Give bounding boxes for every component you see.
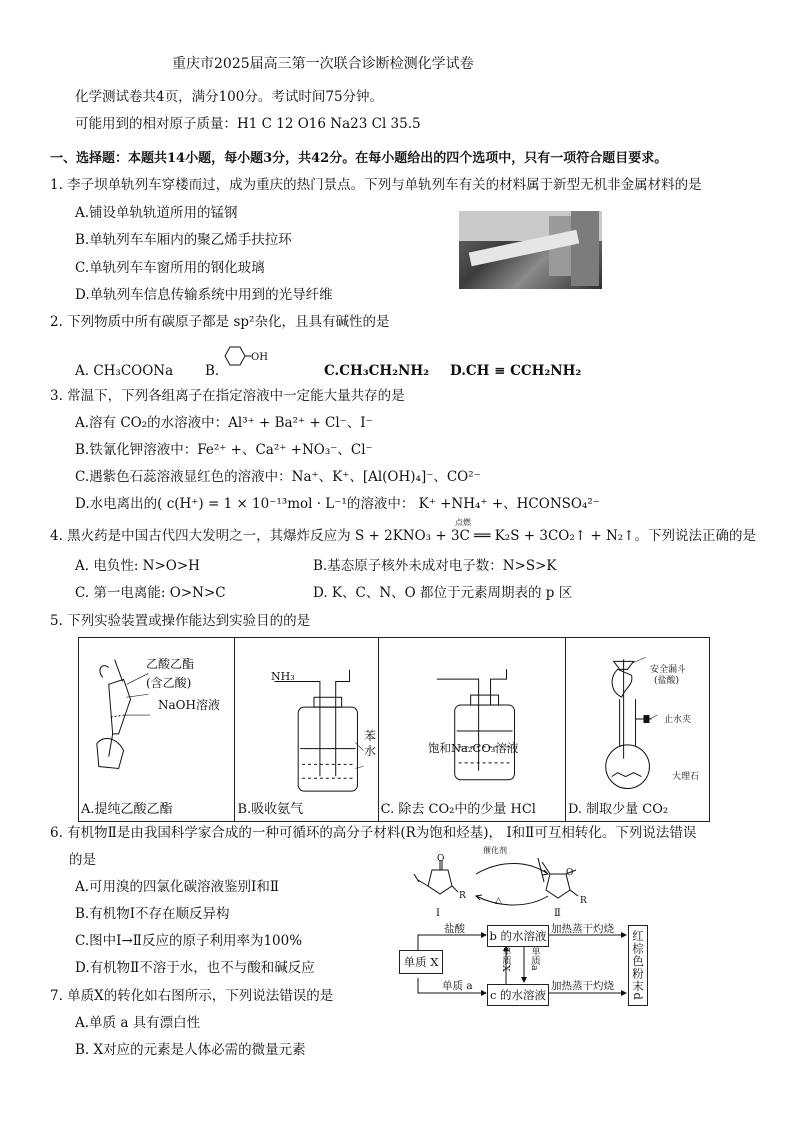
q5-b-label-1: NH₃ — [271, 670, 295, 683]
gas-bottle-benzene-figure — [235, 639, 377, 799]
q7-label-heat-1: 加热蒸干灼烧 — [551, 923, 614, 935]
q4-condition: 点燃 — [455, 518, 471, 527]
q6-stem-cont: 的是 — [69, 852, 96, 868]
q6-option-a: A.可用溴的四氯化碳溶液鉴别Ⅰ和Ⅱ — [75, 879, 280, 895]
q2-option-b: B. — [205, 363, 220, 379]
q5-b-label-2: 苯 — [364, 729, 377, 743]
q5-d-label-2: (盐酸) — [654, 676, 680, 686]
q4-stem: 4. 黑火药是中国古代四大发明之一，其爆炸反应为 S + 2KNO₃ + 3C ══ K₂S + 3CO₂↑ + N₂↑。下列说法正确的是 — [50, 528, 757, 544]
q7-label-single-a: 单质 a — [442, 980, 473, 992]
q1-stem: 1. 李子坝单轨列车穿楼而过，成为重庆的热门景点。下列与单轨列车有关的材料属于新型无机非金属材料的是 — [50, 177, 702, 193]
q6-heat-label: △ — [495, 896, 502, 906]
q3-option-c: C.遇紫色石蕊溶液显红色的溶液中：Na⁺、K⁺、[Al(OH)₄]⁻、CO²⁻ — [75, 469, 481, 485]
q7-option-b: B. X对应的元素是人体必需的微量元素 — [75, 1042, 306, 1058]
q7-label-hcl: 盐酸 — [444, 923, 465, 935]
q4-option-c: C. 第一电离能: O>N>C — [75, 585, 226, 601]
q5-a-label-1: 乙酸乙酯 — [146, 657, 195, 671]
q6-label-I: Ⅰ — [436, 908, 440, 919]
q5-cell-b — [235, 638, 378, 822]
q5-cell-d — [565, 638, 709, 822]
q5-a-label-2: (含乙酸) — [146, 676, 192, 690]
page-title: 重庆市2025届高三第一次联合诊断检测化学试卷 — [172, 56, 474, 72]
section-heading: 一、选择题：本题共14小题，每小题3分，共42分。在每小题给出的四个选项中，只有一项符合题目要求。 — [50, 151, 668, 166]
q7-box-x: 单质 X — [399, 950, 443, 974]
q5-cell-c — [378, 638, 565, 822]
q7-stem: 7. 单质X的转化如右图所示，下列说法错误的是 — [50, 988, 334, 1004]
q5-a-label-3: NaOH溶液 — [158, 698, 220, 712]
q4-option-d: D. K、C、N、O 都位于元素周期表的 p 区 — [313, 585, 573, 601]
q7-label-heat-2: 加热蒸干灼烧 — [551, 980, 614, 992]
q7-label-down: 单质a — [529, 946, 540, 971]
q2-option-a: A. CH₃COONa — [75, 363, 174, 379]
q6-catalyst-label: 催化剂 — [483, 846, 507, 855]
q6-stem: 6. 有机物Ⅱ是由我国科学家合成的一种可循环的高分子材料(R为饱和烃基)， Ⅰ和Ⅱ可互相转化。下列说法错误 — [50, 825, 697, 841]
q4-option-b: B.基态原子核外未成对电子数：N>S>K — [313, 558, 557, 574]
q3-option-a: A.溶有 CO₂的水溶液中：Al³⁺ + Ba²⁺ + Cl⁻、I⁻ — [75, 415, 373, 431]
q5-d-label-3: 止水夹 — [664, 715, 692, 725]
q6-fig-o-2: O — [566, 868, 574, 878]
q4-option-a: A. 电负性: N>O>H — [75, 558, 200, 574]
washing-bottle-figure — [379, 639, 565, 799]
q7-option-a: A.单质 a 具有漂白性 — [75, 1015, 201, 1031]
q5-caption-b: B.吸收氨气 — [237, 802, 304, 817]
q5-b-label-3: 水 — [364, 744, 377, 758]
monorail-photo — [459, 211, 602, 289]
q2-option-c: C.CH₃CH₂NH₂ — [324, 363, 430, 379]
q6-fig-r-2: R — [580, 896, 587, 906]
q1-option-b: B.单轨列车车厢内的聚乙烯手扶拉环 — [75, 232, 292, 248]
q1-option-d: D.单轨列车信息传输系统中用到的光导纤维 — [75, 287, 333, 303]
q5-caption-c: C. 除去 CO₂中的少量 HCl — [380, 802, 536, 817]
q7-label-up: 单质X — [500, 946, 511, 972]
q6-option-c: C.图中Ⅰ→Ⅱ反应的原子利用率为100% — [75, 933, 303, 949]
q6-label-II: Ⅱ — [554, 908, 561, 919]
q2-option-d: D.CH ≡ CCH₂NH₂ — [450, 363, 582, 379]
q1-option-a: A.铺设单轨轨道所用的锰钢 — [75, 205, 238, 221]
phenol-oh-label: OH — [251, 352, 268, 363]
q3-option-b: B.铁氰化钾溶液中：Fe²⁺ +、Ca²⁺ +NO₃⁻、Cl⁻ — [75, 442, 373, 458]
q6-option-d: D.有机物Ⅱ不溶于水，也不与酸和碱反应 — [75, 960, 315, 976]
q5-d-label-1: 安全漏斗 — [650, 665, 687, 675]
q5-caption-a: A.提纯乙酸乙酯 — [81, 802, 173, 817]
q3-option-d: D.水电离出的( c(H⁺) = 1 × 10⁻¹³mol · L⁻¹的溶液中： K⁺ +NH₄⁺ +、HCONSO₄²⁻ — [75, 496, 600, 512]
q6-option-b: B.有机物Ⅰ不存在顺反异构 — [75, 906, 230, 922]
q2-stem: 2. 下列物质中所有碳原子都是 sp²杂化，且具有碱性的是 — [50, 314, 390, 330]
q7-box-c: c 的水溶液 — [487, 984, 549, 1006]
q5-d-label-4: 大理石 — [672, 772, 700, 782]
atomic-masses: 可能用到的相对原子质量：H1 C 12 O16 Na23 Cl 35.5 — [75, 116, 421, 132]
q7-box-b: b 的水溶液 — [487, 925, 549, 947]
q5-stem: 5. 下列实验装置或操作能达到实验目的的是 — [50, 613, 311, 629]
q3-stem: 3. 常温下，下列各组离子在指定溶液中一定能大量共存的是 — [50, 388, 405, 404]
exam-info: 化学测试卷共4页，满分100分。考试时间75分钟。 — [75, 89, 384, 105]
q1-option-c: C.单轨列车车窗所用的钢化玻璃 — [75, 260, 265, 276]
q6-fig-o-1: O — [437, 854, 445, 864]
q6-fig-r-1: R — [459, 891, 466, 901]
q5-caption-d: D. 制取少量 CO₂ — [567, 802, 669, 817]
q7-box-d: 红棕色粉末d — [628, 925, 648, 1006]
q5-c-label-1: 饱和Na₂CO₃溶液 — [428, 741, 519, 755]
